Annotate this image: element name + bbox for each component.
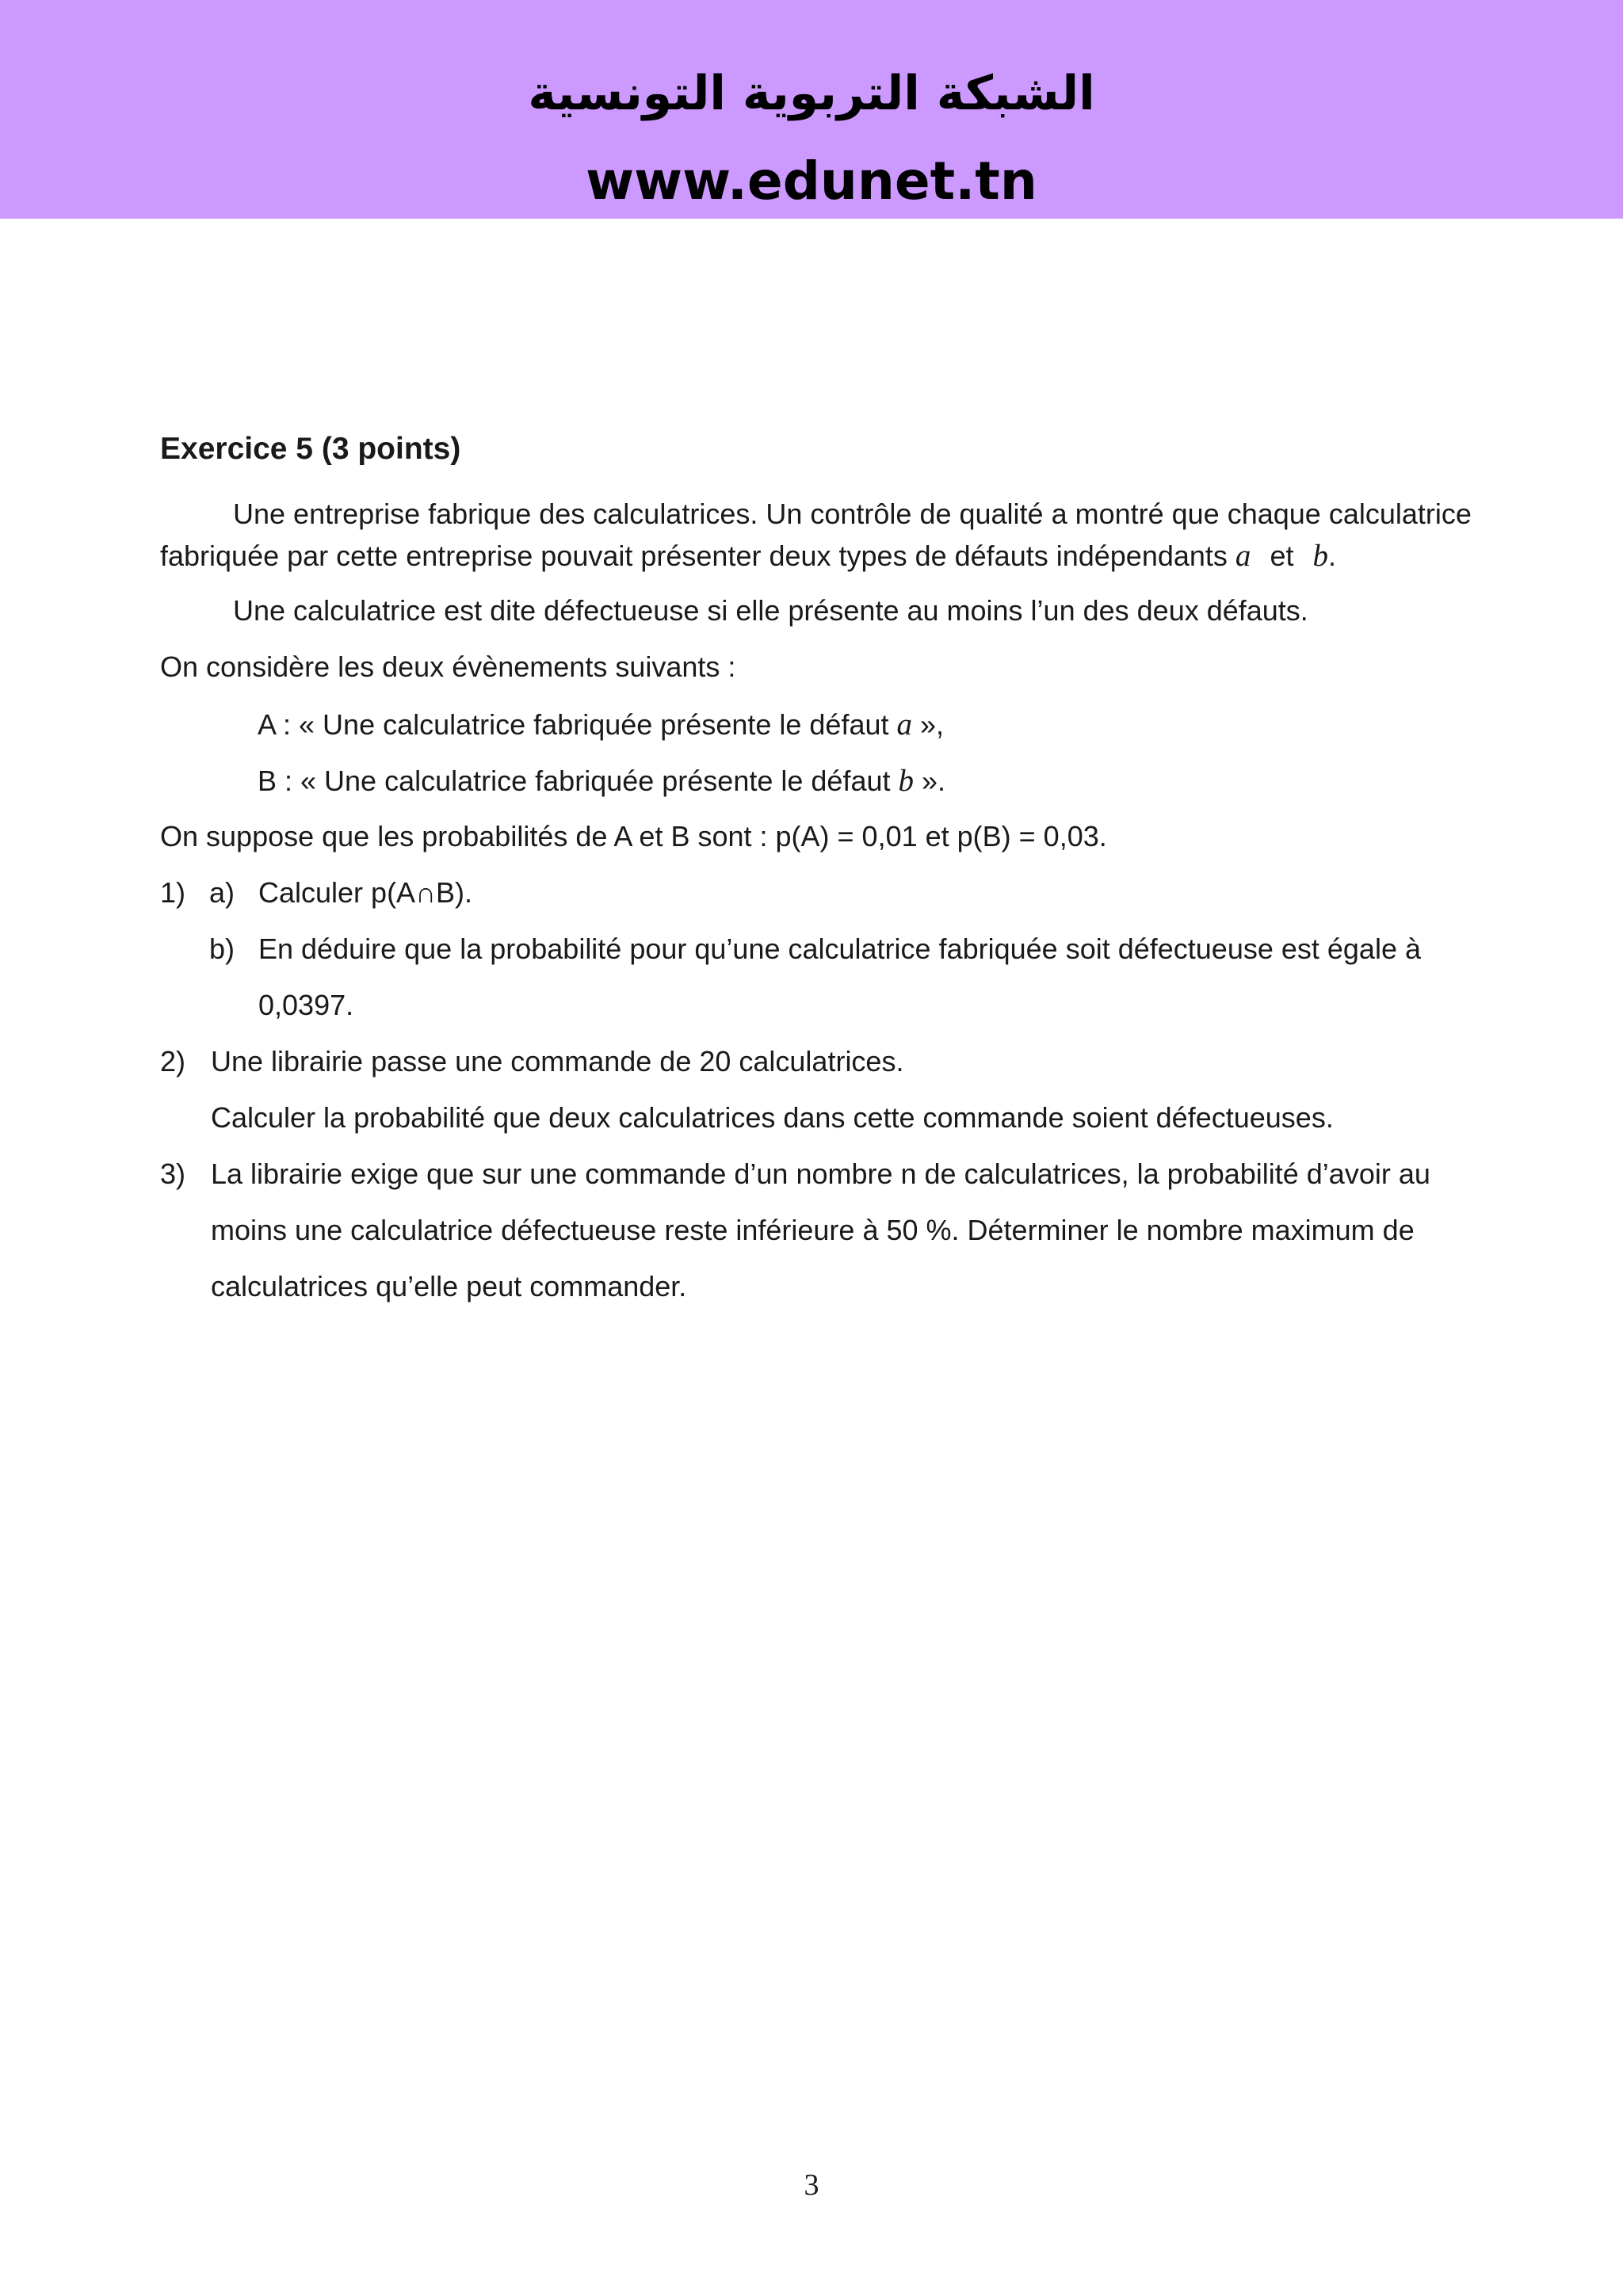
event-a: A : « Une calculatrice fabriquée présente le défaut a »,	[258, 707, 945, 742]
header-banner	[0, 0, 1623, 219]
events-intro: On considère les deux évènements suivants :	[160, 650, 736, 683]
event-b: B : « Une calculatrice fabriquée présente le défaut b ».	[258, 764, 946, 798]
question-3-number: 3)	[160, 1158, 186, 1190]
question-2-number: 2)	[160, 1045, 186, 1077]
defect-definition: Une calculatrice est dite défectueuse si elle présente au moins l’un des deux défauts.	[233, 594, 1308, 627]
question-1a-text: Calculer p(A∩B).	[258, 876, 472, 909]
question-1b-text-line-2: 0,0397.	[258, 989, 354, 1021]
exercise-title: Exercice 5 (3 points)	[160, 432, 461, 466]
question-1b-text-line-1: En déduire que la probabilité pour qu’une calculatrice fabriquée soit défectueuse est égale à	[258, 933, 1421, 965]
question-2-text-line-2: Calculer la probabilité que deux calculatrices dans cette commande soient défectueuses.	[211, 1101, 1334, 1134]
question-1-number: 1)	[160, 876, 186, 909]
page-number: 3	[804, 2168, 819, 2202]
variable-b: b	[1312, 539, 1328, 573]
intro-line-2: fabriquée par cette entreprise pouvait présenter deux types de défauts indépendants a et b.	[160, 539, 1336, 573]
probabilities-statement: On suppose que les probabilités de A et B sont : p(A) = 0,01 et p(B) = 0,03.	[160, 820, 1107, 852]
question-1b-label: b)	[209, 933, 235, 965]
site-title-arabic: الشبكة التربوية التونسية	[528, 66, 1095, 121]
question-3-text-line-2: moins une calculatrice défectueuse reste inférieure à 50 %. Déterminer le nombre maximum de	[211, 1214, 1415, 1246]
site-url: www.edunet.tn	[586, 151, 1037, 212]
variable-a: a	[1235, 539, 1251, 573]
question-3-text-line-3: calculatrices qu’elle peut commander.	[211, 1270, 687, 1302]
question-2-text-line-1: Une librairie passe une commande de 20 calculatrices.	[211, 1045, 904, 1077]
intro-line-1: Une entreprise fabrique des calculatrices. Un contrôle de qualité a montré que chaque calculatrice	[233, 498, 1472, 530]
question-1a-label: a)	[209, 876, 235, 909]
question-3-text-line-1: La librairie exige que sur une commande d’un nombre n de calculatrices, la probabilité d’avoir au	[211, 1158, 1430, 1190]
